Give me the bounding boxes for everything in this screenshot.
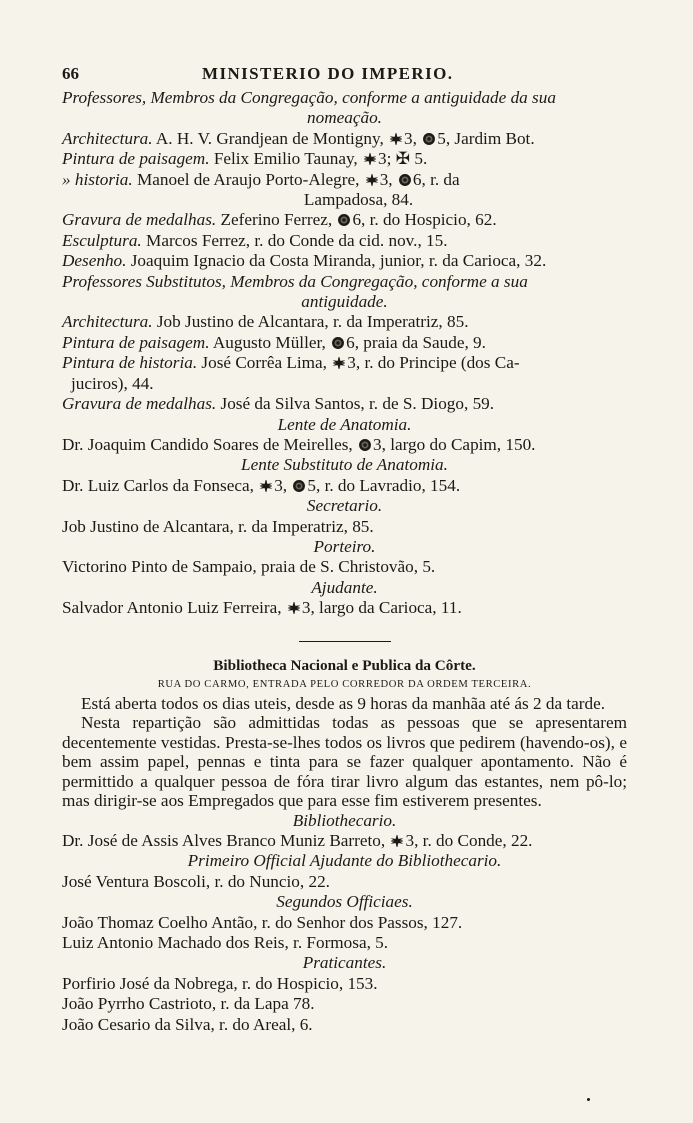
- list-line: João Thomaz Coelho Antão, r. do Senhor dos Passos, 127.: [62, 912, 463, 932]
- list-line: José Ventura Boscoli, r. do Nuncio, 22.: [62, 871, 330, 891]
- list-line: Porfirio José da Nobrega, r. do Hospicio, 153.: [62, 973, 378, 993]
- library-staff-listing: [62, 811, 627, 1035]
- list-line: Segundos Officiaes.: [276, 892, 413, 912]
- document-page: [62, 62, 627, 1035]
- list-line: Salvador Antonio Luiz Ferreira, 3, largo da Carioca, 11.: [62, 598, 462, 618]
- list-line: Secretario.: [306, 496, 383, 516]
- order-rose-icon: [422, 132, 436, 146]
- order-rose-icon: [398, 173, 412, 187]
- order-rose-icon: [331, 336, 345, 350]
- list-line: João Pyrrho Castrioto, r. da Lapa 78.: [62, 994, 315, 1014]
- rules-paragraph: Nesta repartição são admittidas todas as pessoas que se apresentarem decentemente vestidas. Presta-se-lhes todos os livros que pedirem (havendo-os), e bem assim papel, pennas e tinta para se fazer qualquer apontamento. Não é permittido a qualquer pessoa de fóra tirar livro algum das estantes, nem pô-lo; mas dirigir-se aos Empregados que para esse fim estiverem presentes.: [62, 713, 627, 811]
- list-line: Professores, Membros da Congregação, conforme a antiguidade da sua: [62, 88, 556, 107]
- order-cross-icon: [259, 479, 273, 493]
- list-line: Bibliothecario.: [292, 810, 397, 830]
- list-line: Gravura de medalhas. Zeferino Ferrez, 6, r. do Hospicio, 62.: [62, 210, 497, 230]
- list-line: Lente Substituto de Anatomia.: [241, 455, 448, 475]
- order-rose-icon: [292, 479, 306, 493]
- list-line: Job Justino de Alcantara, r. da Imperatriz, 85.: [62, 516, 374, 536]
- list-line: Pintura de historia. José Corrêa Lima, 3, r. do Principe (dos Ca-: [62, 353, 520, 373]
- list-line: Professores Substitutos, Membros da Congregação, conforme a sua: [62, 271, 528, 291]
- list-line: juciros), 44.: [71, 373, 154, 393]
- list-line: nomeação.: [307, 108, 382, 128]
- list-line: Architectura. Job Justino de Alcantara, r. da Imperatriz, 85.: [62, 312, 469, 332]
- section-title: Bibliotheca Nacional e Publica da Côrte.: [213, 656, 476, 674]
- list-line: João Cesario da Silva, r. do Areal, 6.: [62, 1014, 313, 1034]
- list-line: Luiz Antonio Machado dos Reis, r. Formosa, 5.: [62, 933, 389, 952]
- list-line: Esculptura. Marcos Ferrez, r. do Conde da cid. nov., 15.: [62, 230, 448, 250]
- faculty-listing: [62, 88, 627, 619]
- order-cross-icon: [287, 601, 301, 615]
- list-line: » historia. Manoel de Araujo Porto-Alegre, 3, 6, r. da: [62, 169, 460, 189]
- order-rose-icon: [358, 438, 372, 452]
- page-number: 66: [62, 64, 79, 83]
- order-cross-icon: [389, 132, 403, 146]
- list-line: Primeiro Official Ajudante do Bibliothecario.: [187, 851, 502, 871]
- list-line: Architectura. A. H. V. Grandjean de Montigny, 3, 5, Jardim Bot.: [62, 128, 535, 148]
- order-cross-icon: [363, 152, 377, 166]
- order-cross-icon: [332, 356, 346, 370]
- list-line: Porteiro.: [313, 536, 376, 556]
- order-rose-icon: [337, 213, 351, 227]
- section-divider: [299, 641, 391, 642]
- list-line: Dr. José de Assis Alves Branco Muniz Barreto, 3, r. do Conde, 22.: [62, 830, 533, 850]
- list-line: Lente de Anatomia.: [277, 414, 412, 434]
- list-line: Gravura de medalhas. José da Silva Santos, r. de S. Diogo, 59.: [62, 394, 495, 414]
- opening-hours-paragraph: Está aberta todos os dias uteis, desde as 9 horas da manhãa até ás 2 da tarde.: [81, 693, 606, 713]
- running-head: MINISTERIO DO IMPERIO.: [202, 64, 454, 83]
- list-line: Desenho. Joaquim Ignacio da Costa Miranda, junior, r. da Carioca, 32.: [62, 251, 547, 271]
- print-speck: [587, 1098, 590, 1101]
- list-line: Praticantes.: [302, 953, 387, 973]
- section-subtitle: RUA DO CARMO, ENTRADA PELO CORREDOR DA ORDEM TERCEIRA.: [157, 678, 532, 690]
- list-line: Ajudante.: [311, 577, 378, 597]
- list-line: Pintura de paisagem. Augusto Müller, 6, praia da Saude, 9.: [62, 332, 486, 352]
- list-line: Pintura de paisagem. Felix Emilio Taunay, 3; ✠ 5.: [62, 149, 428, 169]
- list-line: antiguidade.: [301, 292, 388, 312]
- list-line: Victorino Pinto de Sampaio, praia de S. Christovão, 5.: [62, 557, 436, 577]
- page-header: [62, 62, 627, 88]
- order-cross-icon: [365, 173, 379, 187]
- list-line: Dr. Joaquim Candido Soares de Meirelles, 3, largo do Capim, 150.: [62, 434, 536, 454]
- list-line: Lampadosa, 84.: [303, 190, 414, 210]
- order-cross-icon: [390, 834, 404, 848]
- list-line: Dr. Luiz Carlos da Fonseca, 3, 5, r. do Lavradio, 154.: [62, 475, 461, 495]
